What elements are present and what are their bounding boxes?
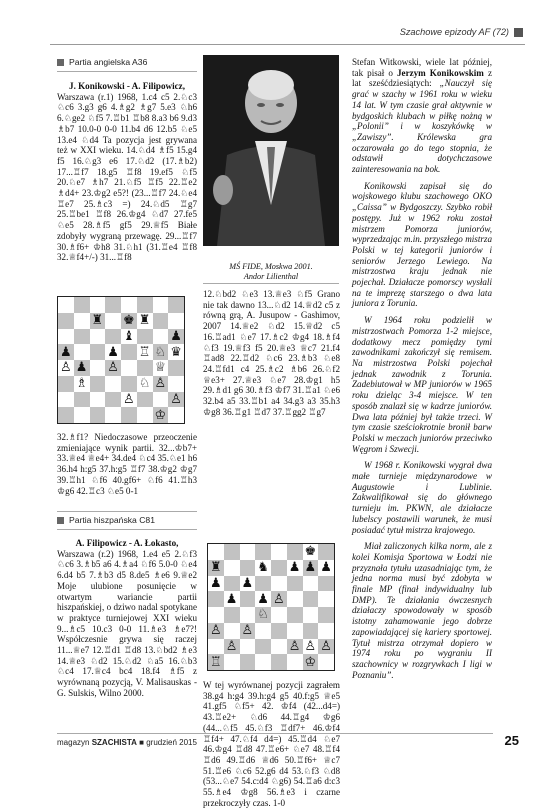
board-square bbox=[121, 297, 137, 313]
board-square bbox=[224, 560, 240, 576]
board-square bbox=[74, 329, 90, 345]
board-square bbox=[303, 544, 319, 560]
black-pawn-icon: ♟ bbox=[75, 360, 88, 376]
board-square bbox=[303, 607, 319, 623]
board-square bbox=[303, 639, 319, 655]
white-queen-icon: ♕ bbox=[154, 360, 167, 376]
board-square bbox=[208, 576, 224, 592]
board-square bbox=[287, 544, 303, 560]
board-square bbox=[271, 544, 287, 560]
board-square bbox=[318, 544, 334, 560]
black-pawn-icon: ♟ bbox=[60, 344, 72, 360]
black-queen-icon: ♛ bbox=[170, 344, 182, 360]
game2-continuation: 12.♘bd2 ♘e3 13.♕e3 ♘f5 Grano nie tak dawno 13...♘d2 14.♕d2 c5 z równą grą, A. Jusupow - Gashimov, 2007 14.♕e2 ♘d2 15.♕d2 c5 16.♖ad1 ♘e7 17.♗c2 ♔g4 18.♗f4 ♘f3 19.♕f3 f5 20.♕e3 ♕c7 21.f4 ♖ad8 22.♖d2 ♘c6 23.♗b3 ♘e8 24.♖fd1 c4 25.♗c2 ♗b6 26.♘f2 ♕e3+ 27.♕e3 ♘e7 28.♔g1 h5 29.♗d1 g6 30.♗f3 ♔f7 31.♖a1 ♘e6 32.b4 a5 33.♖b1 a4 34.g3 a3 35.h3 ♔g8 36.♖g1 ♖d7 37.♖gg2 ♖g7 bbox=[203, 289, 340, 417]
board-square bbox=[287, 591, 303, 607]
board-square bbox=[255, 544, 271, 560]
black-king-icon: ♚ bbox=[123, 313, 135, 329]
board-square bbox=[240, 654, 256, 670]
article-text bbox=[352, 57, 492, 680]
board-square bbox=[137, 297, 153, 313]
white-pawn-icon: ♙ bbox=[170, 391, 182, 407]
white-king-icon: ♔ bbox=[304, 654, 317, 670]
portrait-illustration bbox=[203, 55, 339, 246]
board-square bbox=[255, 639, 271, 655]
board-square bbox=[90, 376, 106, 392]
section-marker bbox=[57, 517, 64, 524]
board-square bbox=[271, 654, 287, 670]
board-square bbox=[74, 313, 90, 329]
board-square bbox=[137, 360, 153, 376]
board-square bbox=[208, 639, 224, 655]
board-square bbox=[303, 576, 319, 592]
board-square bbox=[303, 591, 319, 607]
board-square bbox=[224, 591, 240, 607]
board-square bbox=[121, 344, 137, 360]
caption-event: MŚ FIDE, Moskwa 2001. bbox=[229, 262, 313, 271]
black-pawn-icon: ♟ bbox=[170, 328, 182, 344]
board-square bbox=[287, 560, 303, 576]
quote-paragraph: Miał zaliczonych kilka norm, ale z kolei Komisja Sportowa w Łodzi nie przyznała tytułu uzasadniając tym, że jedna norma musi być zdobyta w finale MP (finał indywidualny lub DMP). Te działania ówczesnych działaczy spowodowały w sposób istotny zahamowanie jego dobrze zapowiadającej się kariery sportowej. Tytuł mistrza otrzymał dopiero w 1974 roku po wygraniu II szachownicy w rozgrywkach I ligi w Poznaniu”. bbox=[352, 541, 492, 680]
board-square bbox=[105, 392, 121, 408]
board-square bbox=[240, 607, 256, 623]
board-square bbox=[105, 360, 121, 376]
board-square bbox=[255, 576, 271, 592]
board-square bbox=[240, 623, 256, 639]
footer-rule bbox=[57, 733, 493, 734]
board-square bbox=[318, 639, 334, 655]
black-rook-icon: ♜ bbox=[138, 313, 151, 329]
section-marker bbox=[57, 59, 64, 66]
section-rule bbox=[57, 529, 197, 530]
board-square bbox=[153, 297, 169, 313]
board-square bbox=[121, 376, 137, 392]
board-square bbox=[90, 392, 106, 408]
board-square bbox=[90, 297, 106, 313]
board-square bbox=[121, 407, 137, 423]
board-square bbox=[255, 591, 271, 607]
board-square bbox=[153, 329, 169, 345]
board-square bbox=[224, 654, 240, 670]
quote-paragraph: „Nauczył się grać w szachy w 1961 roku w wieku 14 lat. W tym czasie grał aktywnie w bydgoskich klubach w piłkę nożną w „Polonii” i w koszykówkę w „Zawiszy”. Królewska gra oczarowała go do tego stopnia, że odstawił dotychczasowe zainteresowania na bok. bbox=[352, 78, 493, 175]
board-square bbox=[208, 544, 224, 560]
photo-caption bbox=[203, 262, 339, 281]
board-square bbox=[224, 544, 240, 560]
board-square bbox=[271, 560, 287, 576]
board-square bbox=[58, 392, 74, 408]
white-pawn-icon: ♙ bbox=[288, 638, 301, 654]
board-square bbox=[153, 360, 169, 376]
white-pawn-icon: ♙ bbox=[60, 360, 72, 376]
section-rule bbox=[57, 71, 197, 72]
game2-players: A. Filipowicz - A. Łokasto, bbox=[75, 538, 179, 548]
board-square bbox=[318, 654, 334, 670]
board-square bbox=[90, 313, 106, 329]
black-bishop-icon: ♝ bbox=[123, 328, 135, 344]
board-square bbox=[168, 329, 184, 345]
board-square bbox=[224, 623, 240, 639]
board-square bbox=[121, 392, 137, 408]
board-square bbox=[168, 344, 184, 360]
board-square bbox=[303, 623, 319, 639]
black-pawn-icon: ♟ bbox=[304, 560, 317, 576]
black-rook-icon: ♜ bbox=[210, 560, 222, 576]
board-square bbox=[255, 623, 271, 639]
quote-paragraph: W 1968 r. Konikowski wygrał dwa małe turnieje międzynarodowe w Augustowie i Lublinie. Zakwalifikował się do głównego turnieju im. PKWN, ale działacze lubelscy postawili warunek, że musi posiadać tytuł mistrza krajowego. bbox=[352, 460, 492, 535]
board-square bbox=[74, 407, 90, 423]
white-knight-icon: ♘ bbox=[138, 376, 151, 392]
white-pawn-icon: ♙ bbox=[320, 638, 332, 654]
board-square bbox=[255, 654, 271, 670]
quote-paragraph: Konikowski zapisał się do wojskowego klubu szachowego OKO „Caissa” w Bydgoszczy. Szybko robił postępy. Już w 1962 roku został mistrzem Pomorza juniorów, wyprzedzając m.in. przyszłego mistrza Polski w tej kategorii juniorów i seniorów Jerzego Lewiego. Na mistrzostwa kraju jednak nie pojechał. Działacze pomorscy wysłali na te imprezę starszego o dwa lata juniora z Torunia. bbox=[352, 180, 492, 309]
board-square bbox=[121, 360, 137, 376]
board-square bbox=[58, 329, 74, 345]
board-square bbox=[318, 576, 334, 592]
black-knight-icon: ♞ bbox=[257, 560, 269, 576]
board-square bbox=[105, 329, 121, 345]
board-square bbox=[240, 576, 256, 592]
board-square bbox=[105, 407, 121, 423]
magazine-name: SZACHISTA bbox=[91, 738, 137, 747]
board-square bbox=[318, 623, 334, 639]
white-king-icon: ♔ bbox=[154, 407, 167, 423]
white-knight-icon: ♘ bbox=[154, 344, 167, 360]
board-square bbox=[168, 360, 184, 376]
board-square bbox=[271, 623, 287, 639]
board-square bbox=[318, 560, 334, 576]
white-pawn-icon: ♙ bbox=[154, 376, 167, 392]
board-square bbox=[105, 344, 121, 360]
white-pawn-icon: ♙ bbox=[123, 391, 135, 407]
black-pawn-icon: ♟ bbox=[225, 591, 238, 607]
board-square bbox=[58, 313, 74, 329]
board-square bbox=[224, 639, 240, 655]
game2-ending: W tej wyrównanej pozycji zagrałem 38.g4 h:g4 39.h:g4 g5 40.f:g5 ♕e5 41.gf5 ♘f5+ 42. ♔f4 (42...d4=) 43.♖e2+ ♘d6 44.♖g4 ♔g6 (44...♘f5 45.♘f3 ♖df7+ 46.♔f4 ♖f4+ 47.♘f4 d4=) 45.♖d4 ♘e7 46.♔g4 ♖d8 47.♖e6+ ♘e7 48.♖f4 ♖d6 49.♖d6 ♕d6 50.♖f6+ ♕c7 51.♖e6 ♘c6 52.g6 d4 53.♘f3 ♘d8 (53...♘e7 54.c:d4 ♘g6) 54.♖a6 d:c3 55.♗e4 ♔g8 56.♗e3 i czarne przekroczyły czas. 1-0 bbox=[203, 680, 340, 808]
board-square bbox=[287, 607, 303, 623]
board-square bbox=[240, 560, 256, 576]
board-square bbox=[153, 313, 169, 329]
board-square bbox=[121, 329, 137, 345]
white-pawn-icon: ♙ bbox=[241, 623, 254, 639]
board-square bbox=[208, 623, 224, 639]
white-pawn-icon: ♙ bbox=[304, 638, 317, 654]
black-pawn-icon: ♟ bbox=[257, 591, 269, 607]
section-heading-2 bbox=[57, 515, 155, 525]
black-rook-icon: ♜ bbox=[91, 313, 104, 329]
board-square bbox=[74, 392, 90, 408]
board-square bbox=[90, 329, 106, 345]
board-square bbox=[168, 392, 184, 408]
black-pawn-icon: ♟ bbox=[241, 575, 254, 591]
footer-separator: ■ bbox=[139, 738, 144, 747]
person-name: Jerzym Konikowskim bbox=[396, 67, 484, 78]
board-square bbox=[208, 607, 224, 623]
board-square bbox=[137, 392, 153, 408]
game2-text bbox=[57, 538, 197, 699]
header-rule bbox=[50, 44, 525, 45]
board-square bbox=[137, 344, 153, 360]
board-square bbox=[74, 297, 90, 313]
board-square bbox=[58, 344, 74, 360]
section-title: Partia hiszpańska C81 bbox=[69, 515, 155, 525]
caption-rule bbox=[203, 283, 339, 284]
white-rook-icon: ♖ bbox=[138, 344, 151, 360]
board-square bbox=[74, 360, 90, 376]
board-square bbox=[224, 576, 240, 592]
board-square bbox=[318, 591, 334, 607]
board-square bbox=[240, 544, 256, 560]
section-title: Partia angielska A36 bbox=[69, 57, 148, 67]
board-square bbox=[90, 407, 106, 423]
footer-magazine: magazyn SZACHISTA ■ grudzień 2015 bbox=[57, 738, 197, 747]
section-rule bbox=[57, 511, 197, 512]
board-square bbox=[74, 376, 90, 392]
caption-name: Andor Lilienthal bbox=[243, 271, 299, 281]
chess-diagram-2 bbox=[207, 543, 335, 671]
game2-moves: Warszawa (r.2) 1968, 1.e4 e5 2.♘f3 ♘c6 3.♗b5 a6 4.♗a4 ♘f6 5.0-0 ♘e4 6.d4 b5 7.♗b3 d5 8.de5 ♗e6 9.♕e2 Moje ulubione posunięcie w otwartym wariancie partii hiszpańskiej, o dziwo nadal spotykane w praktyce turniejowej XXI wieku 9...♗c5 10.c3 0-0 11.♗e3 ♗e7?! Współczesnie grywa się raczej 11...♕e7 12.♖d1 ♖d8 13.♘bd2 ♗e3 14.♕e3 ♘d2 15.♘d2 ♘a5 16.♘b3 ♘c4 17.♕c4 bc4 18.f4 ♗f5 z wyrównaną pozycją, V. Malisauskas - G. Sulskis, Wilno 2000. bbox=[57, 548, 197, 698]
board-square bbox=[153, 344, 169, 360]
board-square bbox=[240, 639, 256, 655]
board-square bbox=[287, 576, 303, 592]
board-square bbox=[208, 591, 224, 607]
photo-lilienthal bbox=[203, 55, 339, 246]
board-square bbox=[153, 407, 169, 423]
white-pawn-icon: ♙ bbox=[210, 623, 222, 639]
white-pawn-icon: ♙ bbox=[225, 638, 238, 654]
board-square bbox=[224, 607, 240, 623]
board-square bbox=[105, 297, 121, 313]
board-square bbox=[137, 376, 153, 392]
board-square bbox=[271, 591, 287, 607]
running-header: Szachowe epizody AF (72) bbox=[399, 27, 509, 37]
board-square bbox=[58, 376, 74, 392]
board-square bbox=[240, 591, 256, 607]
board-square bbox=[255, 607, 271, 623]
issue-date: grudzień 2015 bbox=[146, 738, 197, 747]
board-square bbox=[153, 376, 169, 392]
white-pawn-icon: ♙ bbox=[107, 360, 119, 376]
board-square bbox=[90, 360, 106, 376]
chess-diagram-1 bbox=[57, 296, 185, 424]
board-square bbox=[318, 607, 334, 623]
board-square bbox=[137, 329, 153, 345]
board-square bbox=[271, 639, 287, 655]
game1-text bbox=[57, 81, 197, 263]
board-square bbox=[168, 376, 184, 392]
black-king-icon: ♚ bbox=[304, 544, 317, 560]
board-square bbox=[287, 623, 303, 639]
black-pawn-icon: ♟ bbox=[107, 344, 119, 360]
board-square bbox=[90, 344, 106, 360]
game1-continuation: 32.♗f1? Niedoczasowe przeoczenie zmieniające wynik partii. 32...♔b7+ 33.♕e4 ♕e4+ 34.de4 ♘c4 35.♘e1 h6 36.h4 h:g5 37.h:g5 ♖f7 38.♔g2 ♔g7 39.♖h1 ♘f6 40.gf6+ ♘f6 41.♖h3 ♔g6 42.♖c3 ♘e5 0-1 bbox=[57, 432, 197, 496]
board-square bbox=[271, 576, 287, 592]
white-rook-icon: ♖ bbox=[210, 654, 222, 670]
black-pawn-icon: ♟ bbox=[320, 560, 332, 576]
quote-paragraph: W 1964 roku podzielił w mistrzostwach Pomorza 1-2 miejsce, dodatkowy mecz pomiędzy tymi zawodnikami zakończył się remisem. Na mistrzostwa Polski pojechał jednak zawodnik z Torunia. Zadebiutował w MP juniorów w 1965 roku dzieląc 3-4 miejsce. W ten sposób znalazł się w kadrze juniorów. Dwa lata później był także trzeci. W tym czasie sześciokrotnie bronił barw Polski w meczach juniorów przeciwko Węgrom i Szwecji. bbox=[352, 315, 492, 454]
board-square bbox=[208, 654, 224, 670]
section-heading-1 bbox=[57, 57, 147, 67]
board-square bbox=[168, 297, 184, 313]
board-square bbox=[105, 376, 121, 392]
board-square bbox=[58, 297, 74, 313]
board-square bbox=[303, 560, 319, 576]
article-intro: Stefan Witkowski, wiele lat później, tak pisał o Jerzym Konikowskim z lat sześćdziesiątych: „Nauczył się grać w szachy w 1961 roku w wieku 14 lat. W tym czasie grał aktywnie w bydgoskich klubach w piłkę nożną w „Polonii” i w koszykówkę w „Zawiszy”. Królewska gra oczarowała go do tego stopnia, że odstawił dotychczasowe zainteresowania na bok. bbox=[352, 57, 493, 175]
board-square bbox=[168, 407, 184, 423]
black-pawn-icon: ♟ bbox=[210, 575, 222, 591]
board-square bbox=[74, 344, 90, 360]
board-square bbox=[105, 313, 121, 329]
board-square bbox=[58, 407, 74, 423]
board-square bbox=[303, 654, 319, 670]
board-square bbox=[255, 560, 271, 576]
page-number: 25 bbox=[504, 733, 519, 748]
board-square bbox=[271, 607, 287, 623]
board-square bbox=[208, 560, 224, 576]
white-pawn-icon: ♙ bbox=[273, 591, 285, 607]
black-pawn-icon: ♟ bbox=[288, 560, 301, 576]
game1-moves: Warszawa (r.1) 1968, 1.c4 c5 2.♘c3 ♘c6 3.g3 g6 4.♗g2 ♗g7 5.e3 ♘h6 6.♘ge2 ♘f5 7.♖b1 ♖b8 8.a3 b6 9.d3 ♗b7 10.0-0 0-0 11.b4 d6 12.b5 ♘e5 13.e4 ♘d4 Ta pozycja jest grywana też w XXI wieku. 14.♘d4 ♗f5 15.g4 f5 16.♘g3 e6 17.♘d2 (17.♗b2) 17...♖f7 18.g5 ♖f8 19.ef5 ♘f5 20.♘e7 ♗h7 21.♘f5 ♖f5 22.♖e2 ♗d4+ 23.♔g2 e5?! (23...♖f7 24.♘e4 ♖e7 25.♗c3 =) 24.♘d5 ♖g7 25.♖be1 ♖f8 26.♔g4 ♘d7 27.fe5 ♘e5 28.♗f5 gf5 29.♕f5 Białe zdobyły wygraną przewagę. 29...♖f7 30.♗f6+ ♔h8 31.♘h1 (31.♖e4 ♖f8 32.♕f4+/-) 31...♖f8 bbox=[57, 91, 197, 263]
board-square bbox=[287, 639, 303, 655]
board-square bbox=[58, 360, 74, 376]
board-square bbox=[137, 407, 153, 423]
board-square bbox=[287, 654, 303, 670]
board-square bbox=[153, 392, 169, 408]
white-knight-icon: ♘ bbox=[257, 607, 269, 623]
board-square bbox=[137, 313, 153, 329]
board-square bbox=[121, 313, 137, 329]
white-bishop-icon: ♗ bbox=[75, 376, 88, 392]
game1-players: J. Konikowski - A. Filipowicz, bbox=[69, 81, 185, 91]
header-marker bbox=[514, 28, 523, 37]
board-square bbox=[168, 313, 184, 329]
